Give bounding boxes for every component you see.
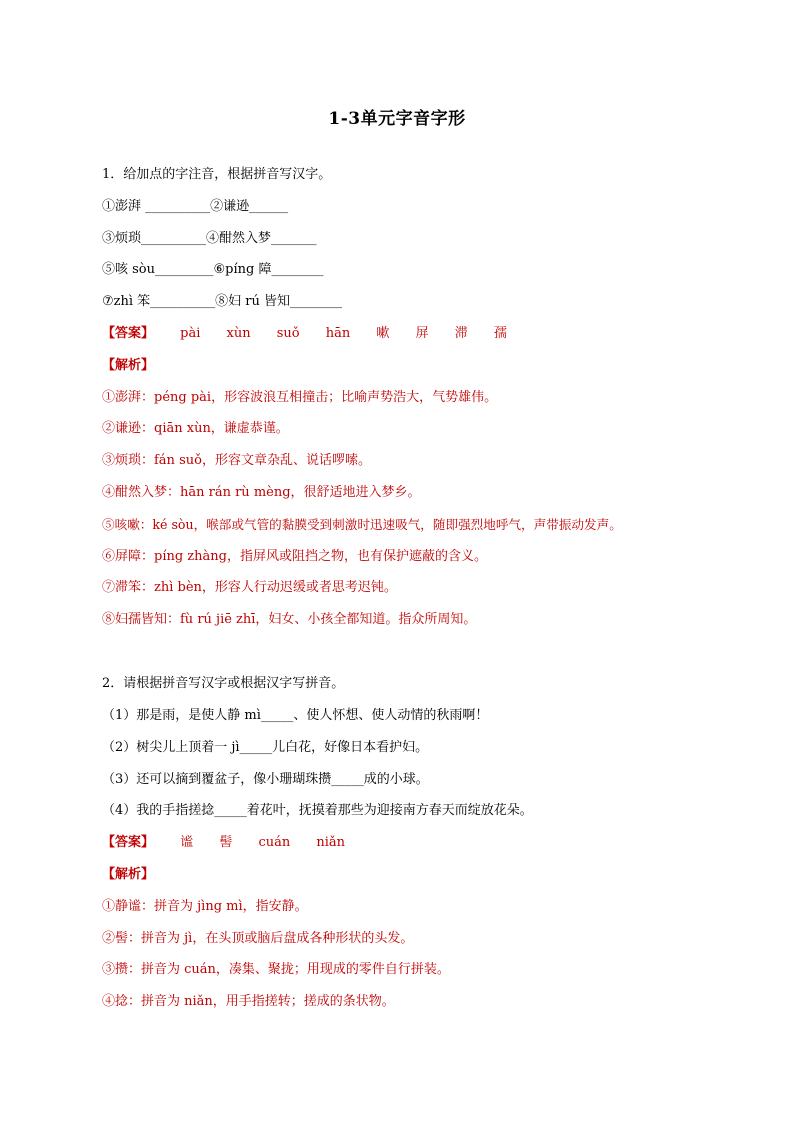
q2-item-3: （3）还可以摘到覆盆子，像小珊瑚珠攒_____成的小球。 [102,772,429,787]
q1-answer-value: 嗽 [376,326,390,341]
q1-analysis-3: ③烦琐：fán suǒ，形容文章杂乱、说话啰嗦。 [102,453,371,468]
q2-prompt: 2．请根据拼音写汉字或根据汉字写拼音。 [102,676,345,691]
q1-answer-value: 孺 [493,326,507,341]
q1-answer-value: hān [325,326,351,341]
page-title: 1-3单元字音字形 [328,109,466,129]
q2-answer-label: 【答案】 [102,835,155,850]
q1-item-1: ①澎湃 __________②谦逊______ [102,199,289,214]
q1-item-3: ⑤咳 sòu_________⑥píng 障________ [102,262,324,277]
q2-analysis-4: ④捻：拼音为 niǎn，用手指搓转；搓成的条状物。 [102,994,395,1009]
q2-answer-value: cuán [258,835,291,850]
q2-answer-value: 谧 [180,835,194,850]
q2-answer-value: niǎn [316,835,346,850]
q1-analysis-8: ⑧妇孺皆知：fù rú jiē zhī，妇女、小孩全都知道。指众所周知。 [102,612,477,627]
q1-item-2: ③烦琐__________④酣然入梦_______ [102,231,317,246]
q2-item-2: （2）树尖儿上顶着一 jì_____儿白花，好像日本看护妇。 [102,740,429,755]
q2-analysis-2: ②髻：拼音为 jì，在头顶或脑后盘成各种形状的头发。 [102,931,414,946]
q2-analysis-3: ③攒：拼音为 cuán，凑集、聚拢；用现成的零件自行拼装。 [102,962,450,977]
q2-item-1: （1）那是雨，是使人静 mì_____、使人怀想、使人动情的秋雨啊！ [102,708,489,723]
q1-answer-value: xùn [226,326,251,341]
q2-item-4: （4）我的手指搓捻_____着花叶，抚摸着那些为迎接南方春天而绽放花朵。 [102,803,533,818]
q1-prompt: 1．给加点的字注音，根据拼音写汉字。 [102,167,332,182]
q1-answer-value: 滞 [454,326,468,341]
q2-analysis-1: ①静谧：拼音为 jìng mì，指安静。 [102,899,308,914]
q1-answer-label: 【答案】 [102,326,155,341]
q2-answer-row [102,834,345,852]
q1-answer-value: suǒ [276,326,300,341]
q1-analysis-5: ⑤咳嗽：ké sòu，喉部或气管的黏膜受到刺激时迅速吸气，随即强烈地呼气，声带振动发声。 [102,517,622,532]
q2-answer-value: 髻 [219,835,233,850]
q1-answer-value: 屏 [415,326,429,341]
q1-answer-row [102,325,507,343]
q1-analysis-label: 【解析】 [102,358,155,373]
q1-analysis-1: ①澎湃：péng pài，形容波浪互相撞击；比喻声势浩大，气势雄伟。 [102,390,498,405]
q1-analysis-6: ⑥屏障：píng zhàng，指屏风或阻挡之物，也有保护遮蔽的含义。 [102,549,487,564]
q1-answer-value: pài [180,326,201,341]
q1-analysis-7: ⑦滞笨：zhì bèn，形容人行动迟缓或者思考迟钝。 [102,580,397,595]
q1-item-4: ⑦zhì 笨__________⑧妇 rú 皆知________ [102,294,343,309]
q1-analysis-4: ④酣然入梦：hān rán rù mèng，很舒适地进入梦乡。 [102,485,421,500]
q2-analysis-label: 【解析】 [102,867,155,882]
q1-analysis-2: ②谦逊：qiān xùn，谦虚恭谨。 [102,421,289,436]
